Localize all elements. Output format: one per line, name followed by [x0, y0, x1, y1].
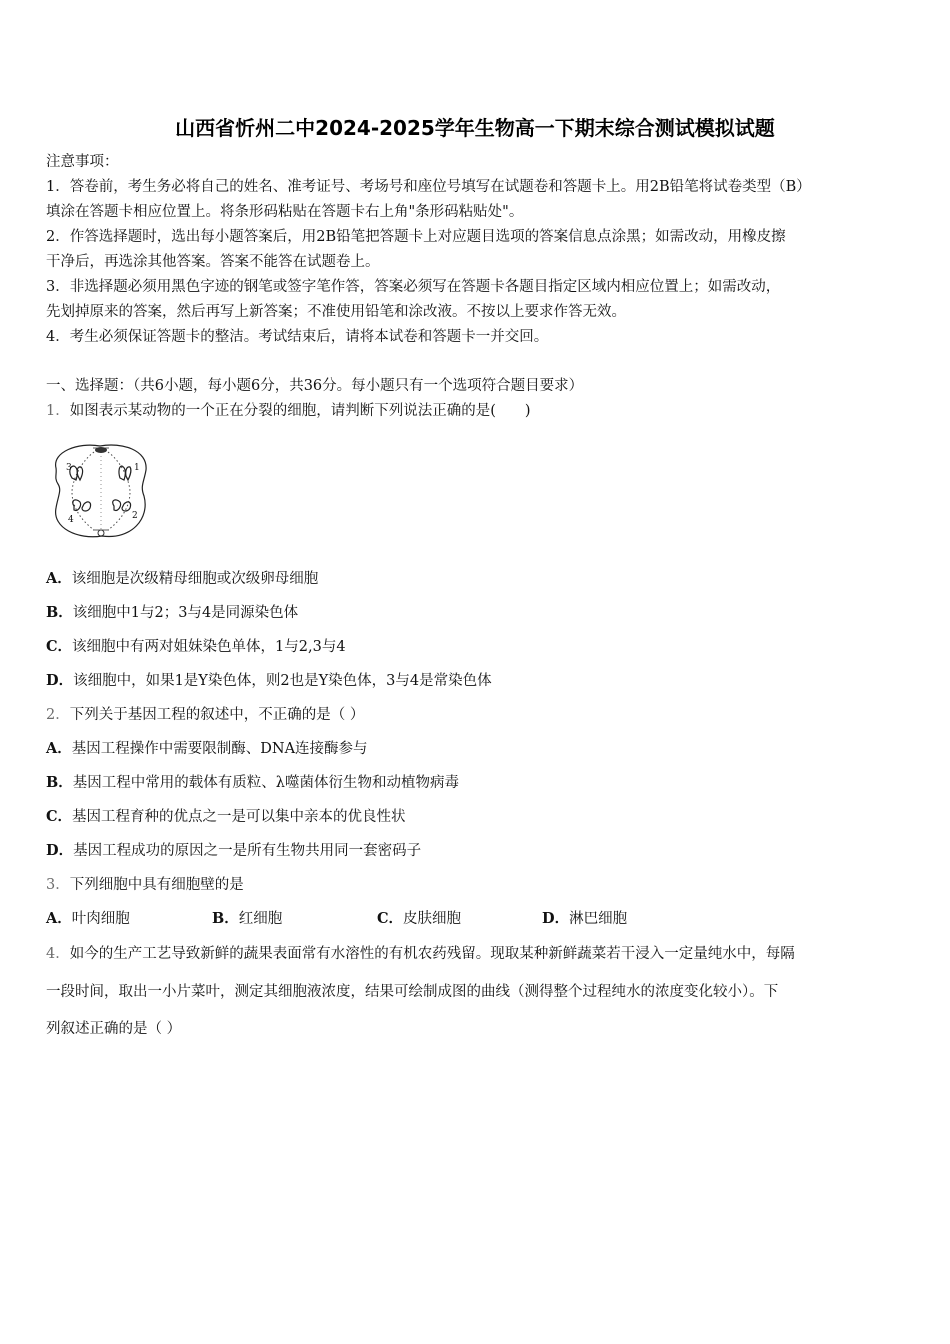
q1-option-d[interactable] — [46, 671, 492, 691]
option-letter: D． — [46, 842, 74, 859]
option-letter: C． — [377, 910, 404, 927]
question-4 — [46, 944, 795, 964]
chromosome-1 — [119, 466, 131, 480]
q1-option-a[interactable] — [46, 569, 318, 589]
q3-option-c[interactable] — [377, 909, 461, 929]
question-number: 2． — [46, 707, 70, 723]
question-stem-line: 如今的生产工艺导致新鲜的蔬果表面常有水溶性的有机农药残留。现取某种新鲜蔬菜若干浸入一定量纯水中，每隔 — [69, 946, 795, 962]
section-heading: 一、选择题：（共6小题，每小题6分，共36分。每小题只有一个选项符合题目要求） — [46, 378, 584, 394]
option-text: 基因工程育种的优点之一是可以集中亲本的优良性状 — [72, 809, 406, 825]
bottom-centriole — [93, 530, 109, 536]
question-stem: 如图表示某动物的一个正在分裂的细胞，请判断下列说法正确的是( ) — [69, 403, 531, 419]
q2-option-b[interactable] — [46, 773, 459, 793]
notice-line: 4．考生必须保证答题卡的整洁。考试结束后，请将本试卷和答题卡一并交回。 — [46, 329, 549, 345]
option-letter: B． — [46, 774, 73, 791]
notice-line: 1．答卷前，考生务必将自己的姓名、准考证号、考场号和座位号填写在试题卷和答题卡上。用2B铅笔将试卷类型（B） — [46, 179, 811, 195]
option-text: 基因工程操作中需要限制酶、DNA连接酶参与 — [71, 741, 368, 757]
question-2 — [46, 705, 364, 725]
question-stem: 下列关于基因工程的叙述中，不正确的是（ ） — [69, 707, 365, 723]
q1-option-b[interactable] — [46, 603, 298, 623]
option-letter: B． — [46, 604, 73, 621]
option-letter: B． — [212, 910, 239, 927]
question-4-line-3: 列叙述正确的是（ ） — [46, 1021, 182, 1037]
question-stem: 下列细胞中具有细胞壁的是 — [69, 877, 244, 893]
notice-line: 2．作答选择题时，选出每小题答案后，用2B铅笔把答题卡上对应题目选项的答案信息点涂黑；如需改动，用橡皮擦 — [46, 229, 786, 245]
option-letter: D． — [46, 672, 74, 689]
question-3 — [46, 875, 244, 895]
notice-line: 干净后，再选涂其他答案。答案不能答在试题卷上。 — [46, 254, 380, 270]
option-text: 基因工程中常用的载体有质粒、λ噬菌体衍生物和动植物病毒 — [72, 775, 459, 791]
dividing-cell-figure — [48, 440, 154, 542]
label-1: 1 — [134, 463, 140, 473]
label-3: 3 — [66, 463, 72, 473]
q1-option-c[interactable] — [46, 637, 346, 657]
option-text: 该细胞中，如果1是Y染色体，则2也是Y染色体，3与4是常染色体 — [73, 673, 492, 689]
option-letter: A． — [46, 570, 72, 587]
option-text: 该细胞中1与2；3与4是同源染色体 — [72, 605, 299, 621]
q3-option-d[interactable] — [542, 909, 627, 929]
option-text: 该细胞中有两对姐妹染色单体，1与2,3与4 — [72, 639, 346, 655]
option-text: 皮肤细胞 — [403, 911, 462, 927]
question-number: 1． — [46, 403, 70, 419]
option-text: 基因工程成功的原因之一是所有生物共用同一套密码子 — [73, 843, 422, 859]
option-text: 叶肉细胞 — [71, 911, 130, 927]
q2-option-d[interactable] — [46, 841, 421, 861]
q2-option-a[interactable] — [46, 739, 368, 759]
option-letter: A． — [46, 910, 72, 927]
question-number: 3． — [46, 877, 70, 893]
chromosome-4 — [73, 500, 91, 511]
q3-option-a[interactable] — [46, 909, 130, 929]
notice-line: 3．非选择题必须用黑色字迹的钢笔或签字笔作答，答案必须写在答题卡各题目指定区域内相应位置上；如需改动， — [46, 279, 781, 295]
q2-option-c[interactable] — [46, 807, 406, 827]
notice-heading: 注意事项： — [46, 154, 119, 170]
option-letter: C． — [46, 808, 73, 825]
option-letter: A． — [46, 740, 72, 757]
option-text: 淋巴细胞 — [569, 911, 628, 927]
option-letter: C． — [46, 638, 73, 655]
question-number: 4． — [46, 946, 70, 962]
label-2: 2 — [132, 511, 138, 521]
q3-option-b[interactable] — [212, 909, 282, 929]
question-1 — [46, 401, 531, 421]
option-text: 该细胞是次级精母细胞或次级卵母细胞 — [71, 571, 319, 587]
top-centriole — [93, 447, 109, 453]
label-4: 4 — [68, 515, 74, 525]
option-letter: D． — [542, 910, 570, 927]
notice-line: 先划掉原来的答案，然后再写上新答案；不准使用铅笔和涂改液。不按以上要求作答无效。 — [46, 304, 626, 320]
notice-line: 填涂在答题卡相应位置上。将条形码粘贴在答题卡右上角"条形码粘贴处"。 — [46, 204, 524, 220]
page-title: 山西省忻州二中2024-2025学年生物高一下期末综合测试模拟试题 — [175, 116, 775, 140]
question-4-line-2: 一段时间，取出一小片菜叶，测定其细胞液浓度，结果可绘制成图的曲线（测得整个过程纯水的浓度变化较小）。下 — [46, 984, 779, 1000]
option-text: 红细胞 — [238, 911, 283, 927]
